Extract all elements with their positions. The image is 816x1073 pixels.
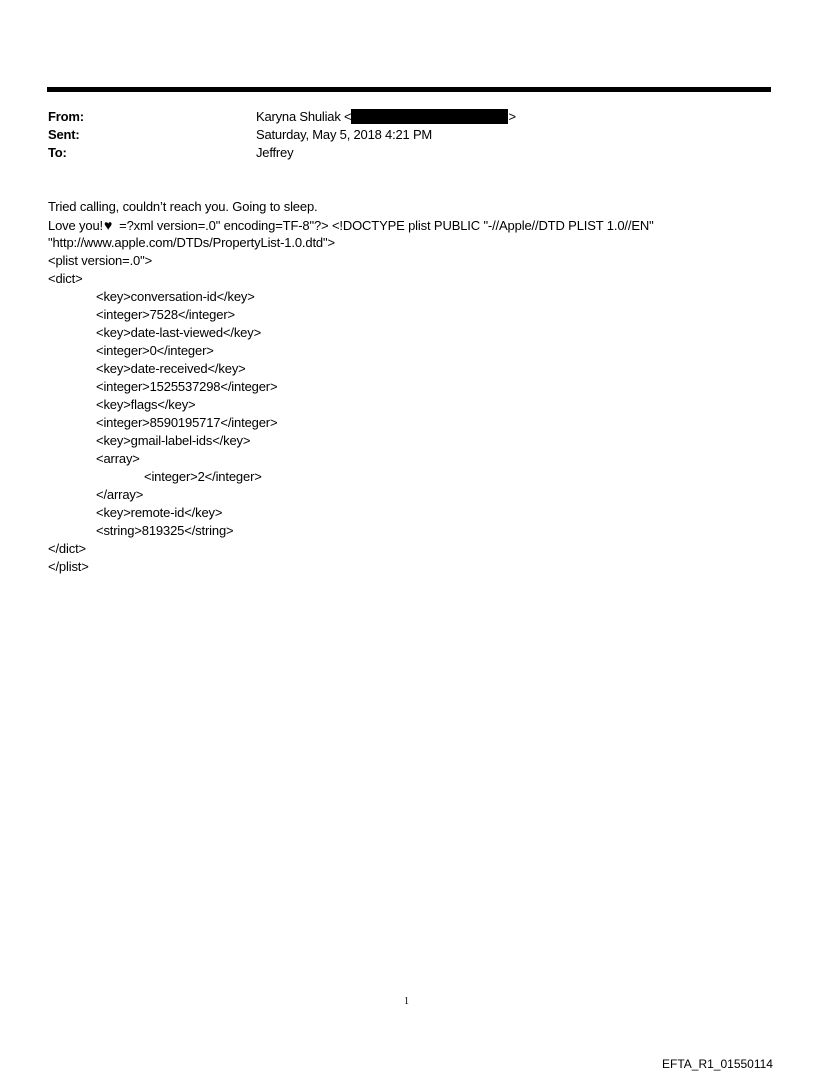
body-line-21: </plist> bbox=[48, 559, 89, 574]
to-label: To: bbox=[48, 145, 67, 160]
page-number: 1 bbox=[404, 996, 409, 1007]
body-line-6: <key>conversation-id</key> bbox=[96, 289, 255, 304]
from-suffix: > bbox=[508, 109, 516, 124]
body-line-18: <key>remote-id</key> bbox=[96, 505, 223, 520]
body-line-14: <key>gmail-label-ids</key> bbox=[96, 433, 251, 448]
body-line-16: <integer>2</integer> bbox=[144, 469, 262, 484]
body-line-8: <key>date-last-viewed</key> bbox=[96, 325, 262, 340]
body-line-2-prefix: Love you! bbox=[48, 218, 104, 233]
body-line-15: <array> bbox=[96, 451, 140, 466]
body-line-2-rest: =?xml version=.0" encoding=TF-8"?> <!DOCTYPE plist PUBLIC "-//Apple//DTD PLIST 1.0//EN" bbox=[112, 218, 654, 233]
from-name: Karyna Shuliak < bbox=[256, 109, 352, 124]
sent-label: Sent: bbox=[48, 127, 80, 142]
body-line-10: <key>date-received</key> bbox=[96, 361, 246, 376]
body-line-7: <integer>7528</integer> bbox=[96, 307, 235, 322]
from-label: From: bbox=[48, 109, 84, 124]
redaction-block bbox=[351, 109, 508, 124]
from-value bbox=[256, 109, 516, 125]
body-line-5: <dict> bbox=[48, 271, 83, 286]
body-line-9: <integer>0</integer> bbox=[96, 343, 214, 358]
body-line-1: Tried calling, couldn’t reach you. Going to sleep. bbox=[48, 199, 318, 214]
body-line-11: <integer>1525537298</integer> bbox=[96, 379, 278, 394]
body-line-4: <plist version=.0"> bbox=[48, 253, 153, 268]
sent-value: Saturday, May 5, 2018 4:21 PM bbox=[256, 127, 433, 142]
header-rule bbox=[47, 87, 771, 92]
body-line-13: <integer>8590195717</integer> bbox=[96, 415, 278, 430]
body-line-12: <key>flags</key> bbox=[96, 397, 196, 412]
to-value: Jeffrey bbox=[256, 145, 294, 160]
body-line-2 bbox=[48, 217, 654, 234]
body-line-20: </dict> bbox=[48, 541, 86, 556]
heart-icon: ♥ bbox=[104, 217, 113, 233]
body-line-19: <string>819325</string> bbox=[96, 523, 234, 538]
body-line-17: </array> bbox=[96, 487, 144, 502]
bates-number: EFTA_R1_01550114 bbox=[662, 1057, 773, 1071]
body-line-3: "http://www.apple.com/DTDs/PropertyList-1.0.dtd"> bbox=[48, 235, 335, 250]
